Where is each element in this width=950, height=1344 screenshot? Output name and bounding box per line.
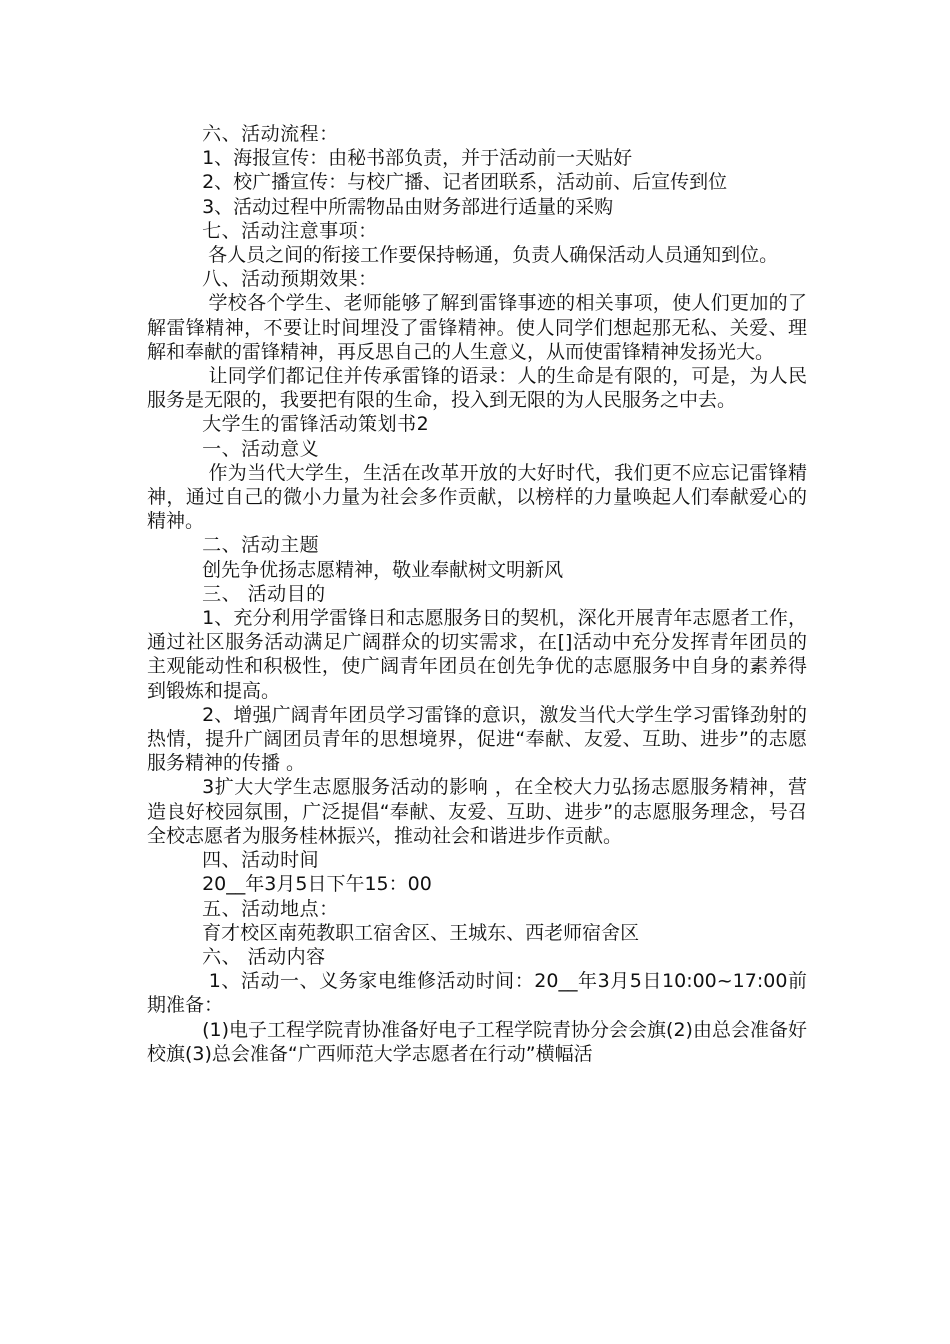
paragraph: 1、充分利用学雷锋日和志愿服务日的契机，深化开展青年志愿者工作，通过社区服务活动满足广阔群众的切实需求，在[]活动中充分发挥青年团员的主观能动性和积极性，使广阔青年团员在创先争优的志愿服务中自身的素养得到锻炼和提高。 [147, 607, 807, 702]
document-body [147, 122, 807, 1066]
paragraph: 1、海报宣传：由秘书部负责，并于活动前一天贴好 [202, 147, 633, 170]
paragraph: 让同学们都记住并传承雷锋的语录：人的生命是有限的，可是，为人民服务是无限的，我要把有限的生命，投入到无限的为人民服务之中去。 [147, 365, 807, 412]
section-heading-process: 六、活动流程： [202, 123, 339, 145]
section-heading-notes: 七、活动注意事项： [202, 219, 378, 242]
paragraph: 3、活动过程中所需物品由财务部进行适量的采购 [202, 195, 614, 218]
paragraph: 作为当代大学生，生活在改革开放的大好时代，我们更不应忘记雷锋精神，通过自己的微小力量为社会多作贡献，以榜样的力量唤起人们奉献爱心的精神。 [147, 461, 807, 533]
paragraph: (1)电子工程学院青协准备好电子工程学院青协分会会旗(2)由总会准备好校旗(3)总会准备“广西师范大学志愿者在行动”横幅活 [147, 1018, 807, 1065]
document-subtitle: 大学生的雷锋活动策划书2 [202, 413, 430, 436]
paragraph: 2、校广播宣传：与校广播、记者团联系，活动前、后宣传到位 [202, 171, 728, 194]
section-heading-content: 六、 活动内容 [202, 945, 326, 968]
paragraph: 3扩大大学生志愿服务活动的影响 ，在全校大力弘扬志愿服务精神，营造良好校园氛围，广泛提倡“奉献、友爱、互助、进步”的志愿服务理念，号召全校志愿者为服务桂林振兴，推动社会和谐进步作贡献。 [147, 776, 807, 847]
section-heading-time: 四、活动时间 [202, 849, 320, 872]
section-heading-theme: 二、活动主题 [202, 534, 320, 557]
paragraph: 创先争优扬志愿精神，敬业奉献树文明新风 [202, 558, 564, 581]
section-heading-location: 五、活动地点： [202, 897, 339, 920]
paragraph: 2、增强广阔青年团员学习雷锋的意识，激发当代大学生学习雷锋劲射的热情，提升广阔团员青年的思想境界，促进“奉献、友爱、互助、进步”的志愿服务精神的传播 。 [147, 703, 807, 775]
paragraph: 学校各个学生、老师能够了解到雷锋事迹的相关事项，使人们更加的了解雷锋精神，不要让时间埋没了雷锋精神。使人同学们想起那无私、关爱、理解和奉献的雷锋精神，再反思自己的人生意义，从而使雷锋精神发扬光大。 [147, 292, 807, 363]
section-heading-significance: 一、活动意义 [202, 437, 320, 460]
paragraph: 1、活动一、义务家电维修活动时间：20__年3月5日10:00~17:00前期准备： [147, 970, 808, 1017]
paragraph: 20__年3月5日下午15：00 [202, 873, 432, 896]
paragraph: 育才校区南苑教职工宿舍区、王城东、西老师宿舍区 [202, 921, 640, 944]
section-heading-purpose: 三、 活动目的 [202, 582, 326, 605]
paragraph: 各人员之间的衔接工作要保持畅通，负责人确保活动人员通知到位。 [202, 244, 779, 267]
section-heading-expected-effect: 八、活动预期效果： [202, 268, 378, 291]
